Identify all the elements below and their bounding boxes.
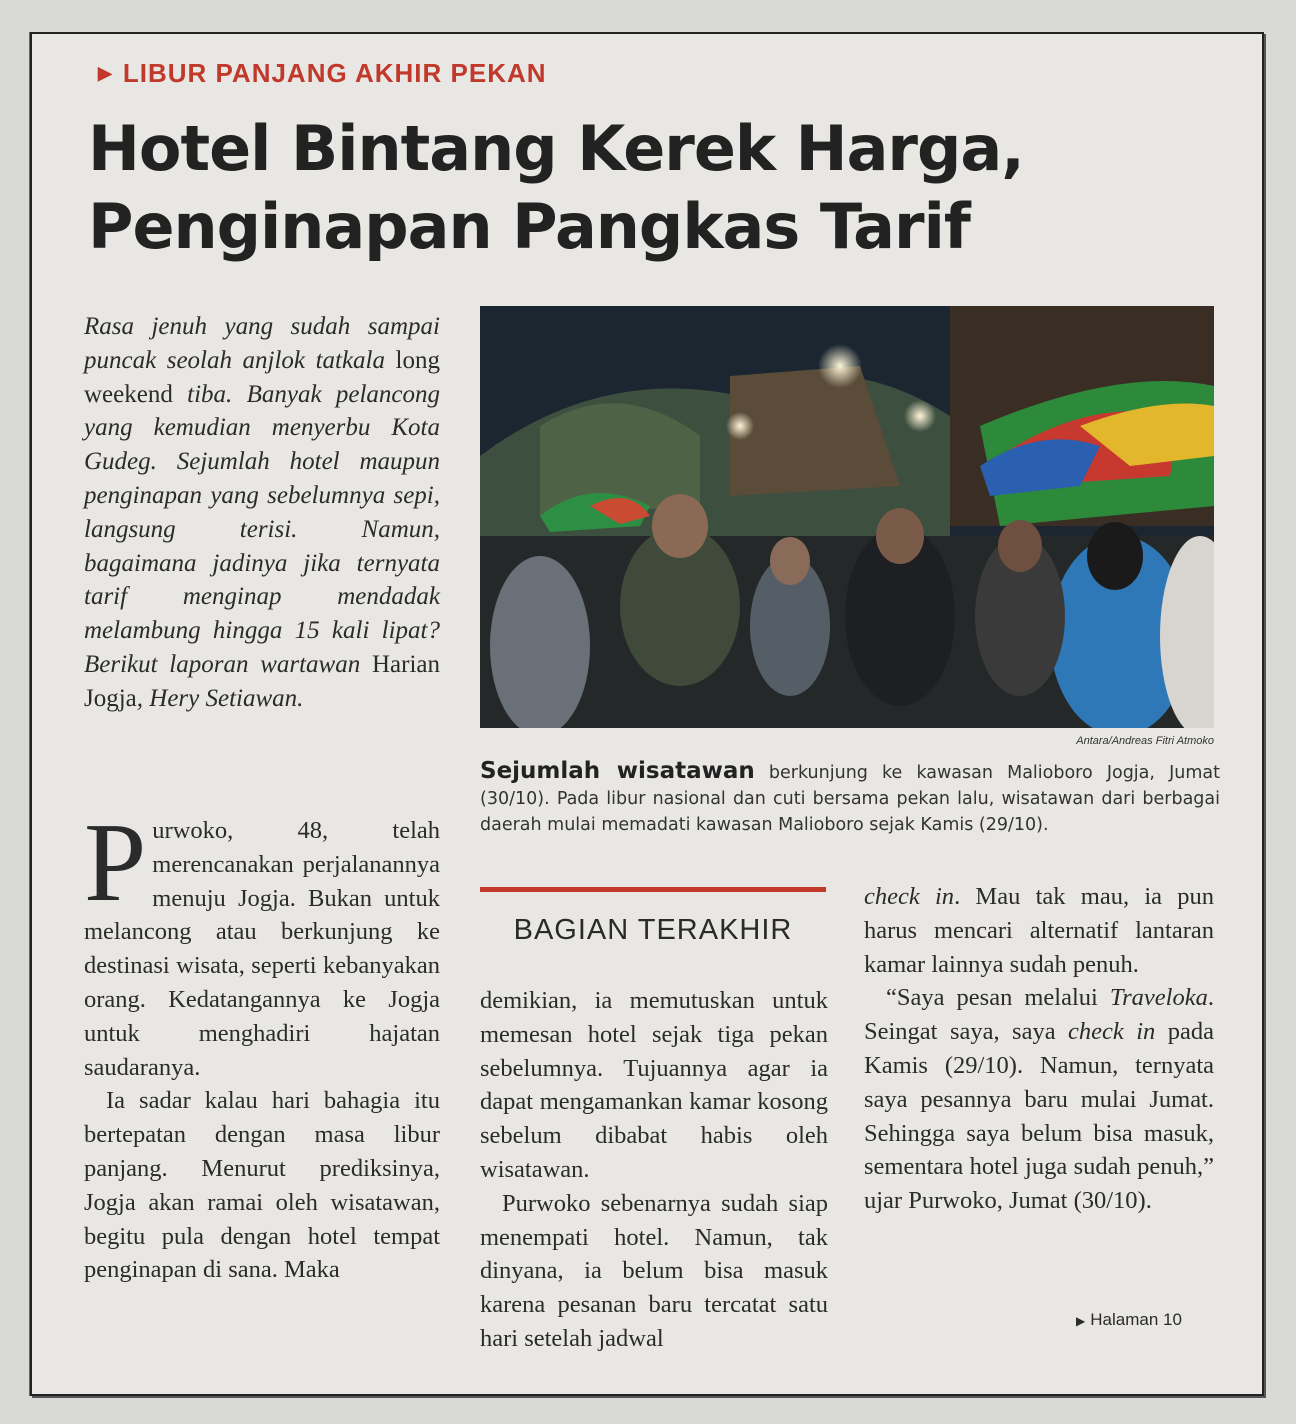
col2-paragraph-2: Purwoko sebenarnya sudah siap menempati hotel. Namun, tak dinyana, ia belum bisa masuk karena pesanan baru tercatat satu hari setelah jadwal <box>480 1189 828 1352</box>
section-label: BAGIAN TERAKHIR <box>513 914 793 946</box>
intro-text-1: Rasa jenuh yang sudah sampai puncak seolah anjlok tatkala <box>84 313 440 374</box>
col3-p1-text: . Mau tak mau, ia pun harus mencari alternatif lantaran kamar lainnya sudah penuh. <box>864 883 1215 978</box>
article-photo <box>480 306 1214 728</box>
triangle-right-icon: ▶ <box>98 63 113 83</box>
crowd-photo-illustration <box>480 306 1214 728</box>
col2-paragraph-1: demikian, ia memutuskan untuk memesan hotel sejak tiga pekan sebelumnya. Tujuannya agar ia dapat mengamankan kamar kosong sebelum dibabat habis oleh wisatawan. <box>480 987 828 1183</box>
section-divider <box>480 887 826 892</box>
headline-line-1: Hotel Bintang Kerek Harga, <box>88 112 1024 185</box>
intro-text-2: long weekend <box>84 346 440 408</box>
headline-line-2: Penginapan Pangkas Tarif <box>88 190 970 263</box>
body-column-3 <box>864 880 1214 1218</box>
quote-part-b: Traveloka <box>1109 984 1208 1012</box>
caption-lead: Sejumlah wisatawan <box>480 758 755 784</box>
intro-text-4: Harian Jogja <box>84 650 440 712</box>
article-kicker <box>98 58 547 89</box>
body-column-2 <box>480 984 828 1356</box>
caption-text: berkunjung ke kawasan Malioboro Jogja, Jumat (30/10). Pada libur nasional dan cuti bersama pekan lalu, wisatawan dari berbagai daerah mulai memadati kawasan Malioboro sejak Kamis (29/10). <box>480 763 1220 835</box>
kicker-text: LIBUR PANJANG AKHIR PEKAN <box>122 58 547 88</box>
drop-cap: P <box>84 801 147 925</box>
triangle-right-icon: ▶ <box>1076 1314 1086 1328</box>
col3-paragraph-2 <box>864 981 1214 1218</box>
col1-paragraph-2: Ia sadar kalau hari bahagia itu bertepatan dengan masa libur panjang. Menurut prediksinya, Jogja akan ramai oleh wisatawan, begitu pula dengan hotel tempat penginapan di sana. Maka <box>84 1087 440 1284</box>
intro-text-3: tiba. Banyak pelancong yang kemudian menyerbu Kota Gudeg. Sejumlah hotel maupun penginapan yang sebelumnya sepi, langsung terisi. Namun, bagaimana jadinya jika ternyata tarif menginap mendadak melambung hingga 15 kali lipat? Berikut laporan wartawan <box>84 380 440 678</box>
photo-caption <box>480 758 1220 838</box>
col1-paragraph-1: urwoko, 48, telah merencanakan perjalanannya menuju Jogja. Bukan untuk melancong atau berkunjung ke destinasi wisata, seperti kebanyakan orang. Kedatangannya ke Jogja untuk menghadiri hajatan saudaranya. <box>84 817 440 1081</box>
quote-part-c: . Seingat saya, saya <box>864 984 1214 1046</box>
intro-text-5: , Hery Setiawan. <box>136 684 304 712</box>
body-column-1 <box>84 801 440 1287</box>
quote-part-a: “Saya pesan melalui <box>886 984 1110 1012</box>
continued-on-page <box>1076 1310 1182 1330</box>
quote-part-d: check in <box>1068 1018 1156 1046</box>
continued-text: Halaman 10 <box>1090 1310 1182 1329</box>
col3-paragraph-1 <box>864 880 1214 981</box>
check-in-term: check in <box>864 883 955 910</box>
article-intro <box>84 310 440 716</box>
photo-credit: Antara/Andreas Fitri Atmoko <box>1076 735 1214 747</box>
article-headline <box>88 110 1048 266</box>
quote-part-e: pada Kamis (29/10). Namun, ternyata saya pesannya baru mulai Jumat. Sehingga saya belum bisa masuk, sementara hotel juga sudah penuh,” ujar Purwoko, Jumat (30/10). <box>864 1018 1214 1215</box>
